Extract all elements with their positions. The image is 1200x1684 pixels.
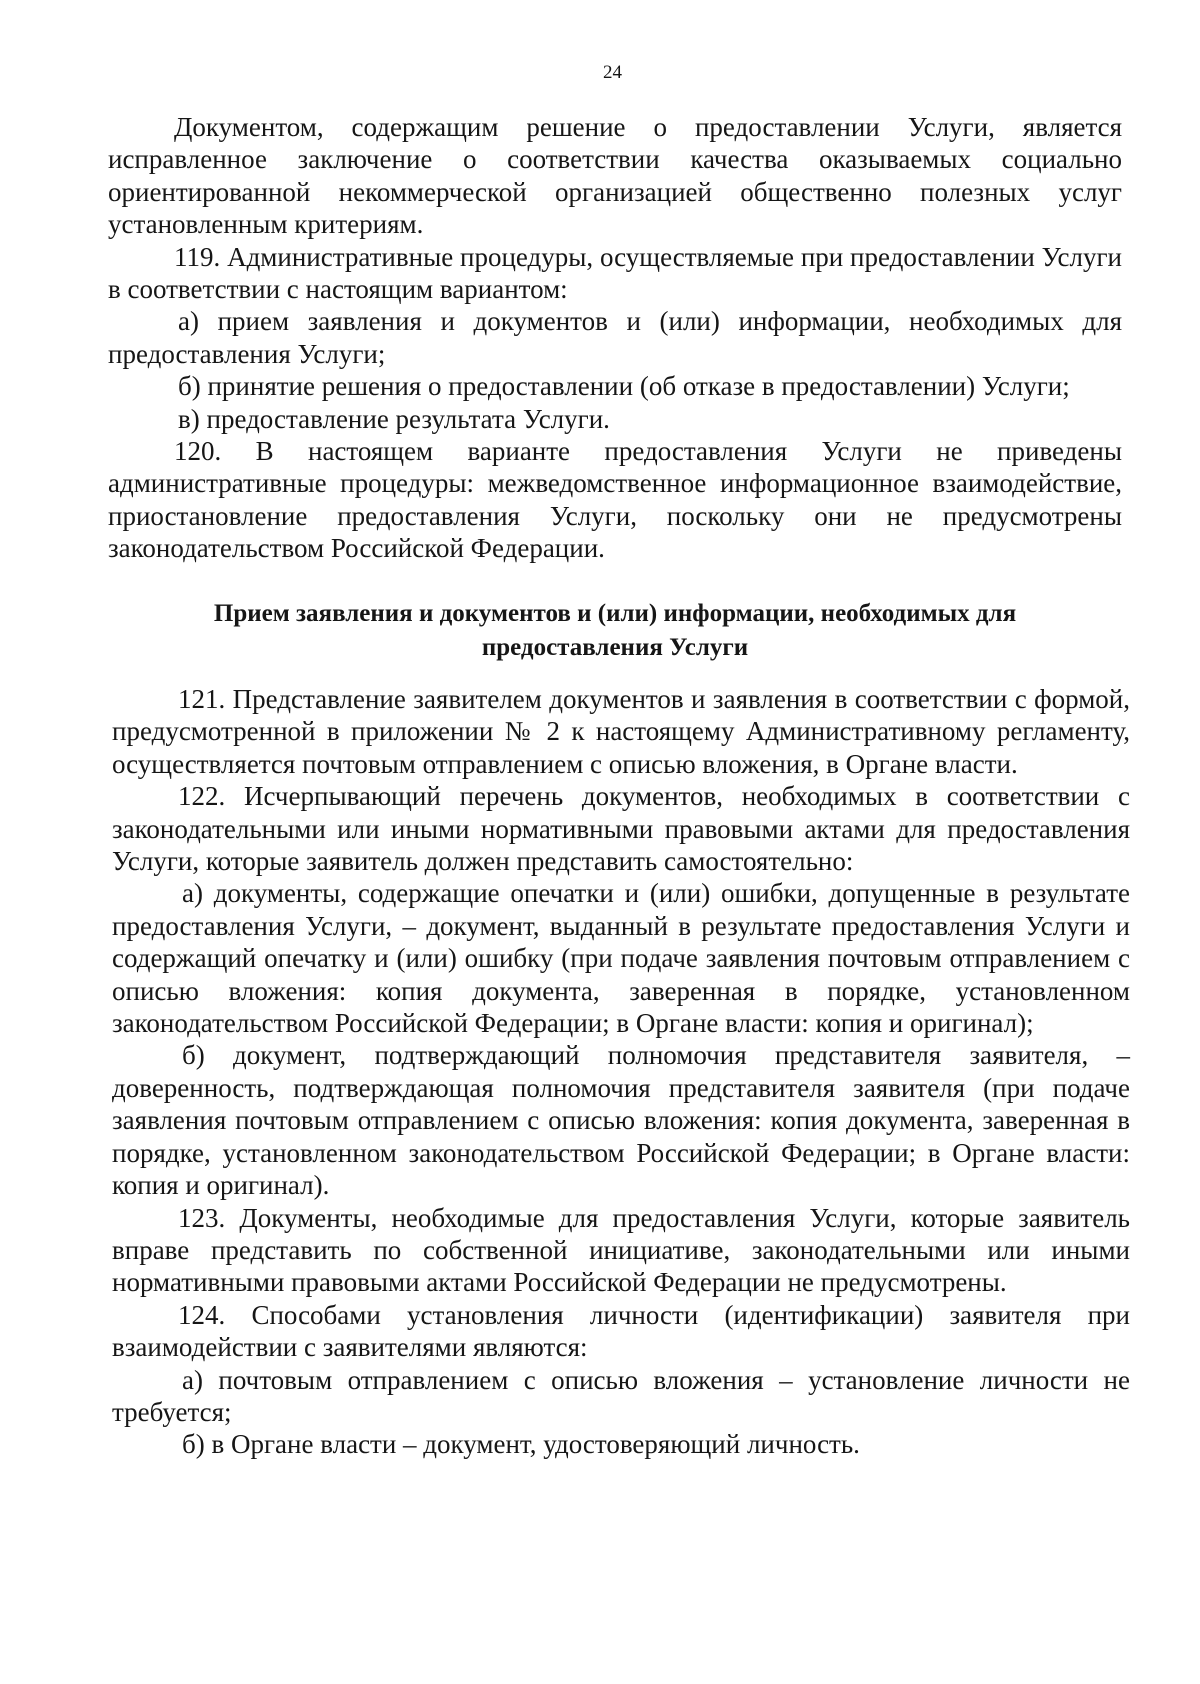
- paragraph-124: 124. Способами установления личности (идентификации) заявителя при взаимодействии с заявителями являются:: [112, 1299, 1130, 1363]
- section-1-body: [108, 111, 1122, 565]
- paragraph-119-a: а) прием заявления и документов и (или) информации, необходимых для предоставления Услуги;: [108, 306, 1122, 369]
- paragraph-122-b: б) документ, подтверждающий полномочия представителя заявителя, – доверенность, подтверждающая полномочия представителя заявителя (при подаче заявления почтовым отправлением с описью вложения: копия документа, заверенная в порядке, установленном законодательством Российской Федерации; в Органе власти: копия и оригинал).: [112, 1040, 1130, 1201]
- paragraph-124-b: б) в Органе власти – документ, удостоверяющий личность.: [182, 1429, 860, 1460]
- page-number: 24: [603, 62, 622, 83]
- paragraph-120: 120. В настоящем варианте предоставления Услуги не приведены административные процедуры: межведомственное информационное взаимодействие, приостановление предоставления Услуги, поскольку они не предусмотрены законодательством Российской Федерации.: [108, 436, 1122, 564]
- paragraph-121: 121. Представление заявителем документов и заявления в соответствии с формой, предусмотренной в приложении № 2 к настоящему Административному регламенту, осуществляется почтовым отправлением с описью вложения, в Органе власти.: [112, 684, 1130, 779]
- section-heading: Прием заявления и документов и (или) информации, необходимых для предоставления Услуги: [213, 600, 1017, 661]
- paragraph-result-document: Документом, содержащим решение о предоставлении Услуги, является исправленное заключение о соответствии качества оказываемых социально ориентированной некоммерческой организацией общественно полезных услуг установленным критериям.: [108, 112, 1122, 240]
- section-2-body: [112, 683, 1130, 1461]
- paragraph-123: 123. Документы, необходимые для предоставления Услуги, которые заявитель вправе представить по собственной инициативе, законодательными или иными нормативными правовыми актами Российской Федерации не предусмотрены.: [112, 1202, 1130, 1298]
- paragraph-124-a: а) почтовым отправлением с описью вложения – установление личности не требуется;: [112, 1364, 1130, 1427]
- paragraph-119: 119. Административные процедуры, осуществляемые при предоставлении Услуги в соответствии с настоящим вариантом:: [108, 241, 1122, 305]
- paragraph-122: 122. Исчерпывающий перечень документов, необходимых в соответствии с законодательными или иными нормативными правовыми актами для предоставления Услуги, которые заявитель должен представить самостоятельно:: [112, 781, 1130, 877]
- paragraph-122-a: а) документы, содержащие опечатки и (или) ошибки, допущенные в результате предоставления Услуги, – документ, выданный в результате предоставления Услуги и содержащий опечатку и (или) ошибку (при подаче заявления почтовым отправлением с описью вложения: копия документа, заверенная в порядке, установленном законодательством Российской Федерации; в Органе власти: копия и оригинал);: [112, 878, 1130, 1039]
- paragraph-119-b: б) принятие решения о предоставлении (об отказе в предоставлении) Услуги;: [178, 371, 1070, 402]
- paragraph-119-c: в) предоставление результата Услуги.: [178, 403, 610, 434]
